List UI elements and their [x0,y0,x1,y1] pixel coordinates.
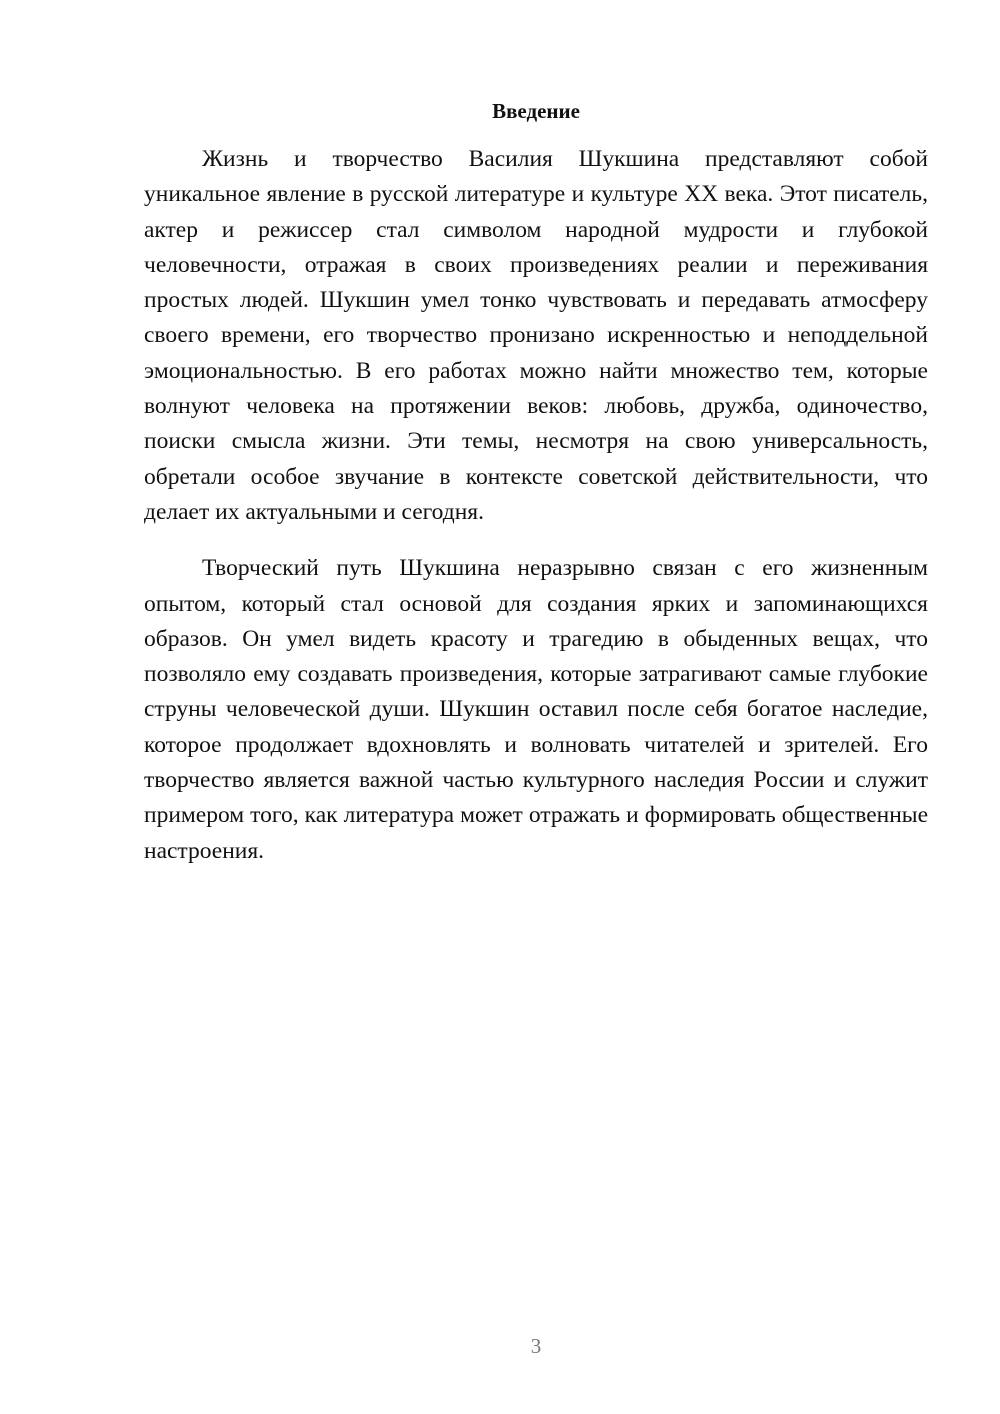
section-heading: Введение [492,99,580,123]
paragraph-1: Жизнь и творчество Василия Шукшина представляют собой уникальное явление в русской литературе и культуре XX века. Этот писатель, актер и режиссер стал символом народной мудрости и глубокой человечности, отражая в своих произведениях реалии и переживания простых людей. Шукшин умел тонко чувствовать и передавать атмосферу своего времени, его творчество пронизано искренностью и неподдельной эмоциональностью. В его работах можно найти множество тем, которые волнуют человека на протяжении веков: любовь, дружба, одиночество, поиски смысла жизни. Эти темы, несмотря на свою универсальность, обретали особое звучание в контексте советской действительности, что делает их актуальными и сегодня. [144,146,928,525]
paragraph-2: Творческий путь Шукшина неразрывно связан с его жизненным опытом, который стал основой для создания ярких и запоминающихся образов. Он умел видеть красоту и трагедию в обыденных вещах, что позволяло ему создавать произведения, которые затрагивают самые глубокие струны человеческой души. Шукшин оставил после себя богатое наследие, которое продолжает вдохновлять и волновать читателей и зрителей. Его творчество является важной частью культурного наследия России и служит примером того, как литература может отражать и формировать общественные настроения. [144,555,928,864]
document-body [144,142,928,869]
page-number: 3 [530,1334,542,1358]
